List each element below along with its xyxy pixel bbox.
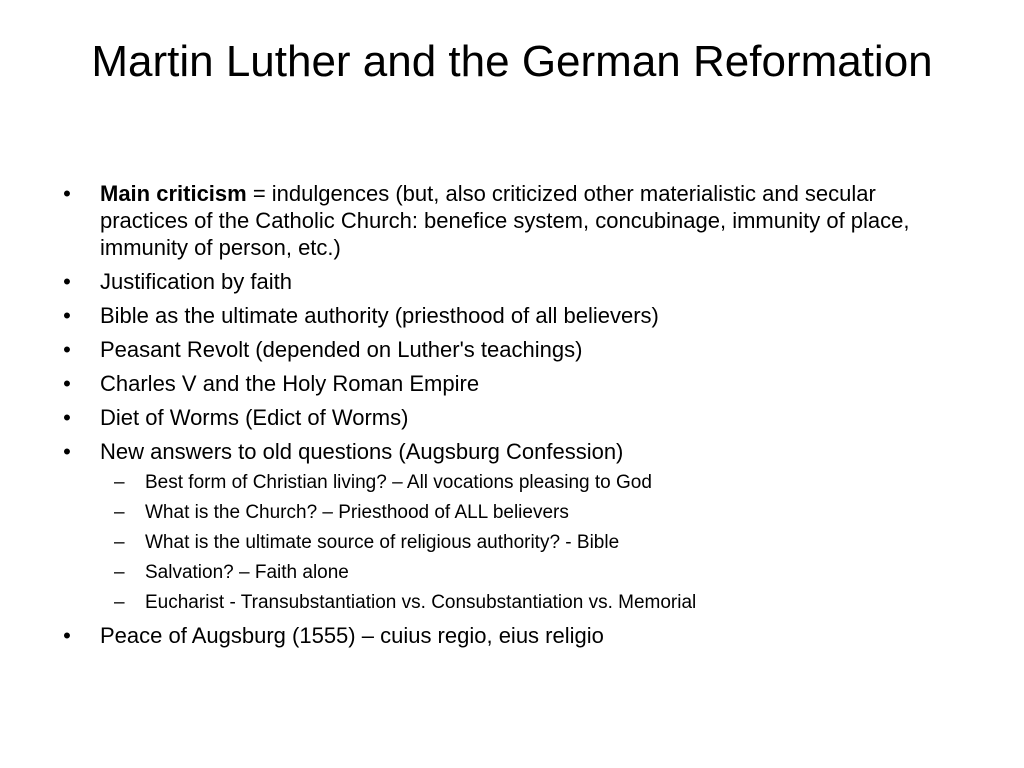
bullet-item-peasant-revolt: [56, 336, 956, 363]
bullet-marker: •: [63, 623, 71, 648]
bullet-marker: •: [63, 405, 71, 430]
bullet-marker: •: [63, 439, 71, 464]
bullet-item-peace-of-augsburg: [56, 622, 956, 649]
sub-bullet-marker: –: [114, 502, 125, 523]
sub-bullet-marker: –: [114, 562, 125, 583]
sub-bullet-item: [100, 501, 956, 525]
bullet-item-charles-v: [56, 370, 956, 397]
bullet-text: Bible as the ultimate authority (priesthood of all believers): [100, 303, 659, 328]
bullet-text: = indulgences (but, also criticized other materialistic and secular practices of the Catholic Church: benefice system, concubinage, immunity of place, immunity of person, etc.): [100, 181, 910, 260]
sub-bullet-marker: –: [114, 472, 125, 493]
bullet-item-diet-of-worms: [56, 404, 956, 431]
bullet-marker: •: [63, 303, 71, 328]
bullet-item-justification: [56, 268, 956, 295]
sub-bullet-item: [100, 591, 956, 615]
bullet-marker: •: [63, 269, 71, 294]
bullet-marker: •: [63, 337, 71, 362]
bullet-marker: •: [63, 181, 71, 206]
sub-bullet-list: [100, 471, 956, 615]
bullet-item-new-answers: [56, 438, 956, 615]
sub-bullet-item: [100, 471, 956, 495]
bullet-text: Peace of Augsburg (1555) – cuius regio, eius religio: [100, 623, 604, 648]
bullet-text: New answers to old questions (Augsburg Confession): [100, 439, 624, 464]
bullet-marker: •: [63, 371, 71, 396]
sub-bullet-marker: –: [114, 592, 125, 613]
sub-bullet-text: What is the ultimate source of religious authority? - Bible: [145, 532, 620, 553]
bullet-text: Charles V and the Holy Roman Empire: [100, 371, 480, 396]
sub-bullet-item: [100, 531, 956, 555]
bullet-text: Diet of Worms (Edict of Worms): [100, 405, 409, 430]
slide-title: Martin Luther and the German Reformation: [91, 37, 933, 86]
bullet-text: Justification by faith: [100, 269, 292, 294]
bullet-bold-label: Main criticism: [100, 181, 247, 206]
bullet-text: Peasant Revolt (depended on Luther's teachings): [100, 337, 583, 362]
sub-bullet-marker: –: [114, 532, 125, 553]
sub-bullet-text: Best form of Christian living? – All vocations pleasing to God: [145, 472, 652, 493]
bullet-item-main-criticism: [56, 180, 956, 261]
bullet-item-bible-authority: [56, 302, 956, 329]
sub-bullet-text: Eucharist - Transubstantiation vs. Consubstantiation vs. Memorial: [145, 592, 697, 613]
sub-bullet-text: What is the Church? – Priesthood of ALL believers: [145, 502, 569, 523]
sub-bullet-item: [100, 561, 956, 585]
sub-bullet-text: Salvation? – Faith alone: [145, 562, 349, 583]
bullet-list: [56, 180, 956, 656]
